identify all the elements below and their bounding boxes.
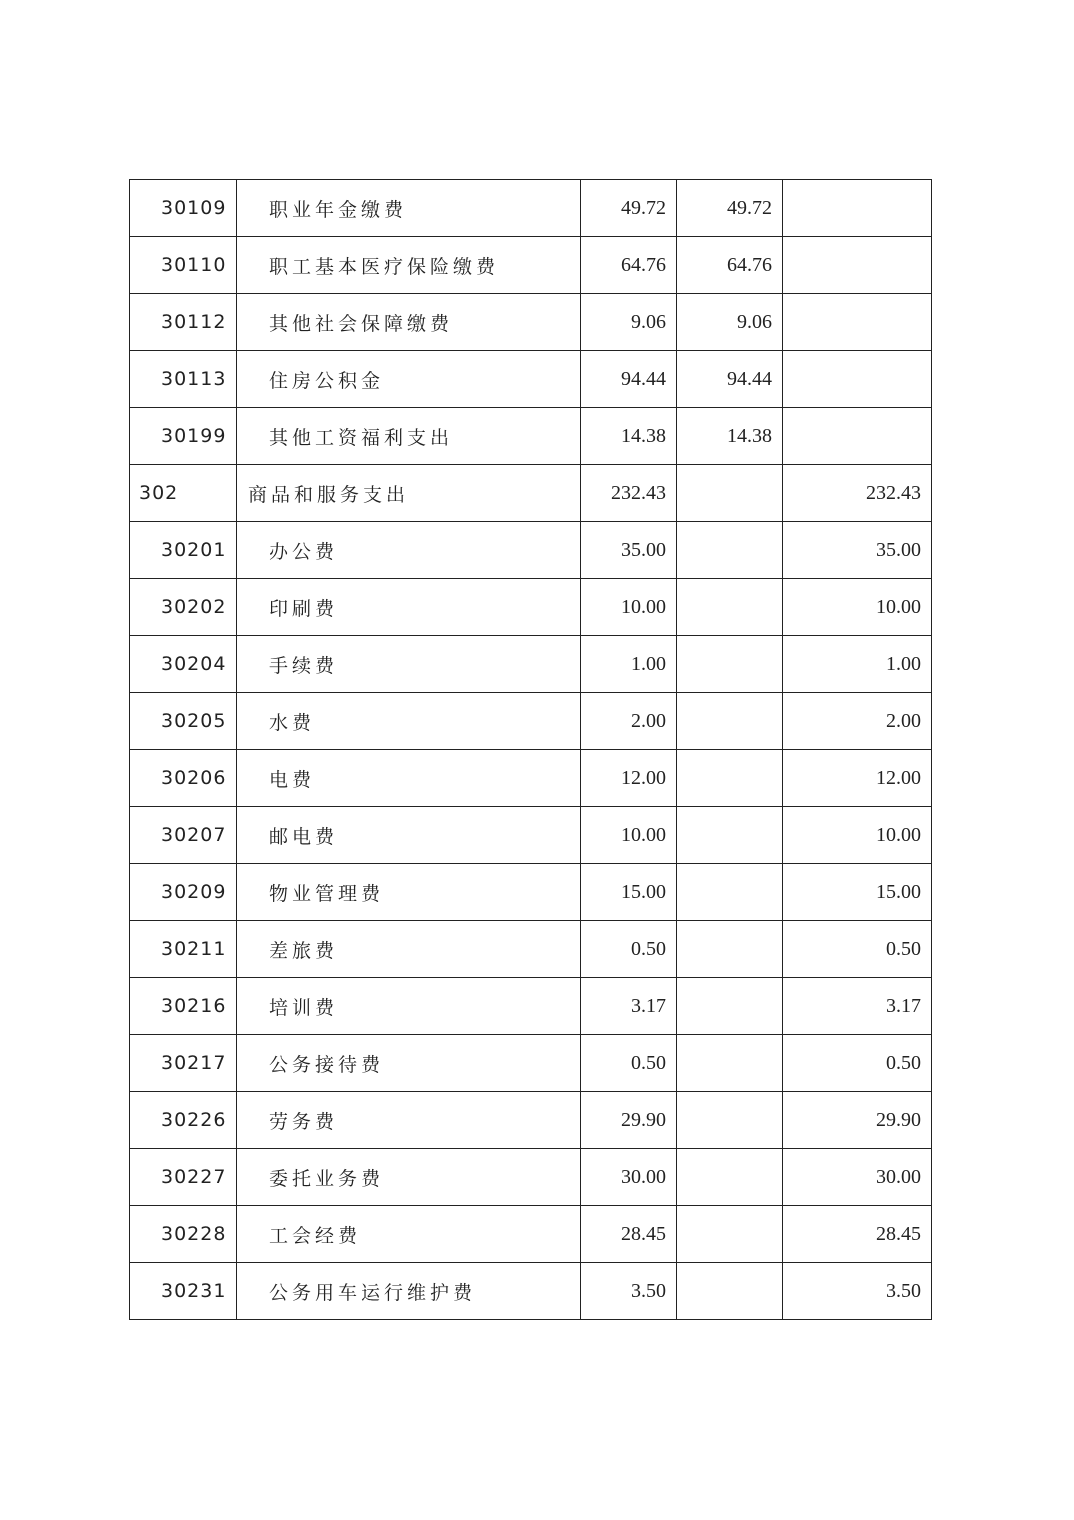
total-amount: 14.38 — [581, 408, 677, 465]
account-code: 30207 — [130, 807, 237, 864]
account-code: 30204 — [130, 636, 237, 693]
table-row — [130, 921, 932, 978]
total-amount: 49.72 — [581, 180, 677, 237]
table-row — [130, 978, 932, 1035]
basic-amount — [677, 636, 783, 693]
table-row — [130, 1263, 932, 1320]
project-amount: 35.00 — [783, 522, 932, 579]
basic-amount — [677, 522, 783, 579]
total-amount: 3.50 — [581, 1263, 677, 1320]
total-amount: 0.50 — [581, 921, 677, 978]
account-name: 职工基本医疗保险缴费 — [237, 237, 581, 294]
basic-amount — [677, 750, 783, 807]
account-name: 职业年金缴费 — [237, 180, 581, 237]
project-amount: 28.45 — [783, 1206, 932, 1263]
table-row — [130, 522, 932, 579]
account-name: 印刷费 — [237, 579, 581, 636]
project-amount — [783, 180, 932, 237]
total-amount: 0.50 — [581, 1035, 677, 1092]
basic-amount: 9.06 — [677, 294, 783, 351]
total-amount: 9.06 — [581, 294, 677, 351]
budget-expenditure-table — [129, 179, 932, 1320]
table-row — [130, 1035, 932, 1092]
table-row — [130, 693, 932, 750]
project-amount: 3.17 — [783, 978, 932, 1035]
total-amount: 29.90 — [581, 1092, 677, 1149]
account-code: 30199 — [130, 408, 237, 465]
account-name: 物业管理费 — [237, 864, 581, 921]
account-name: 电费 — [237, 750, 581, 807]
account-code: 30231 — [130, 1263, 237, 1320]
account-name: 委托业务费 — [237, 1149, 581, 1206]
account-name: 公务接待费 — [237, 1035, 581, 1092]
table-row — [130, 636, 932, 693]
project-amount: 30.00 — [783, 1149, 932, 1206]
account-code: 30113 — [130, 351, 237, 408]
account-name: 邮电费 — [237, 807, 581, 864]
account-code: 30201 — [130, 522, 237, 579]
table-row — [130, 1092, 932, 1149]
total-amount: 30.00 — [581, 1149, 677, 1206]
table-row — [130, 180, 932, 237]
total-amount: 2.00 — [581, 693, 677, 750]
account-code: 30226 — [130, 1092, 237, 1149]
total-amount: 1.00 — [581, 636, 677, 693]
basic-amount — [677, 1206, 783, 1263]
project-amount — [783, 408, 932, 465]
account-code: 30206 — [130, 750, 237, 807]
basic-amount — [677, 807, 783, 864]
basic-amount — [677, 1035, 783, 1092]
total-amount: 3.17 — [581, 978, 677, 1035]
basic-amount — [677, 1092, 783, 1149]
project-amount: 10.00 — [783, 579, 932, 636]
table-row — [130, 1206, 932, 1263]
table-row — [130, 750, 932, 807]
account-name: 培训费 — [237, 978, 581, 1035]
account-code: 30217 — [130, 1035, 237, 1092]
project-amount: 29.90 — [783, 1092, 932, 1149]
basic-amount — [677, 978, 783, 1035]
total-amount: 15.00 — [581, 864, 677, 921]
account-code: 30227 — [130, 1149, 237, 1206]
project-amount: 232.43 — [783, 465, 932, 522]
project-amount: 2.00 — [783, 693, 932, 750]
project-amount: 3.50 — [783, 1263, 932, 1320]
table-row — [130, 408, 932, 465]
account-name: 水费 — [237, 693, 581, 750]
project-amount — [783, 294, 932, 351]
account-name: 劳务费 — [237, 1092, 581, 1149]
account-code: 30109 — [130, 180, 237, 237]
total-amount: 28.45 — [581, 1206, 677, 1263]
basic-amount — [677, 1149, 783, 1206]
account-code: 30211 — [130, 921, 237, 978]
account-name: 差旅费 — [237, 921, 581, 978]
basic-amount: 94.44 — [677, 351, 783, 408]
account-name: 手续费 — [237, 636, 581, 693]
total-amount: 94.44 — [581, 351, 677, 408]
basic-amount — [677, 693, 783, 750]
account-code: 302 — [130, 465, 237, 522]
total-amount: 35.00 — [581, 522, 677, 579]
account-code: 30205 — [130, 693, 237, 750]
project-amount — [783, 237, 932, 294]
table-row — [130, 807, 932, 864]
total-amount: 10.00 — [581, 807, 677, 864]
basic-amount: 14.38 — [677, 408, 783, 465]
account-code: 30228 — [130, 1206, 237, 1263]
project-amount: 0.50 — [783, 1035, 932, 1092]
account-name: 工会经费 — [237, 1206, 581, 1263]
basic-amount: 49.72 — [677, 180, 783, 237]
table-row — [130, 237, 932, 294]
table-row — [130, 1149, 932, 1206]
account-code: 30112 — [130, 294, 237, 351]
basic-amount — [677, 921, 783, 978]
basic-amount — [677, 579, 783, 636]
project-amount: 0.50 — [783, 921, 932, 978]
project-amount: 12.00 — [783, 750, 932, 807]
account-name: 公务用车运行维护费 — [237, 1263, 581, 1320]
account-code: 30202 — [130, 579, 237, 636]
basic-amount — [677, 465, 783, 522]
account-code: 30216 — [130, 978, 237, 1035]
project-amount: 1.00 — [783, 636, 932, 693]
total-amount: 232.43 — [581, 465, 677, 522]
basic-amount — [677, 864, 783, 921]
table-row — [130, 579, 932, 636]
table-row — [130, 864, 932, 921]
project-amount — [783, 351, 932, 408]
account-name: 商品和服务支出 — [237, 465, 581, 522]
basic-amount — [677, 1263, 783, 1320]
account-name: 其他工资福利支出 — [237, 408, 581, 465]
account-name: 办公费 — [237, 522, 581, 579]
project-amount: 10.00 — [783, 807, 932, 864]
total-amount: 64.76 — [581, 237, 677, 294]
account-code: 30209 — [130, 864, 237, 921]
basic-amount: 64.76 — [677, 237, 783, 294]
account-code: 30110 — [130, 237, 237, 294]
total-amount: 10.00 — [581, 579, 677, 636]
table-row — [130, 294, 932, 351]
total-amount: 12.00 — [581, 750, 677, 807]
table-row-category — [130, 465, 932, 522]
account-name: 其他社会保障缴费 — [237, 294, 581, 351]
table-row — [130, 351, 932, 408]
project-amount: 15.00 — [783, 864, 932, 921]
account-name: 住房公积金 — [237, 351, 581, 408]
